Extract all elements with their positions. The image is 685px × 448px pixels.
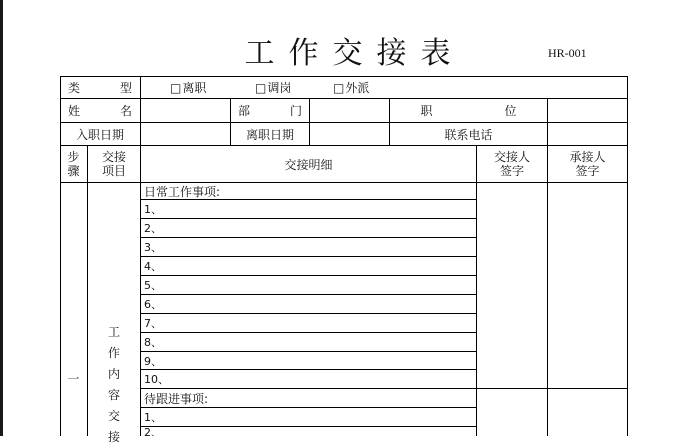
daily-item[interactable] <box>141 333 474 351</box>
daily-item-number: 1、 <box>144 203 162 216</box>
option-resign-label: 离职 <box>182 81 207 95</box>
pending-item[interactable] <box>141 408 474 426</box>
option-transfer[interactable] <box>255 77 325 98</box>
phone-label <box>390 123 547 145</box>
daily-item[interactable] <box>141 276 474 294</box>
step-number <box>60 366 87 390</box>
header-handover-sign-text: 交接人签字 <box>493 150 530 178</box>
position-label <box>390 99 547 122</box>
leave-date-label-text: 离职日期 <box>245 127 294 142</box>
handover-sign-field[interactable] <box>477 183 547 388</box>
daily-item-number: 10、 <box>144 373 169 386</box>
item-work-content-text: 工作内容交接 <box>107 325 120 444</box>
header-receiver-sign <box>548 146 627 182</box>
join-date-field[interactable] <box>141 123 230 145</box>
checkbox-icon[interactable]: □ <box>333 80 345 95</box>
option-resign[interactable] <box>170 77 240 98</box>
daily-item-number: 6、 <box>144 298 162 311</box>
join-date-label-text: 入职日期 <box>75 127 124 142</box>
position-field[interactable] <box>548 99 627 122</box>
daily-title <box>141 183 474 199</box>
daily-item[interactable] <box>141 238 474 256</box>
grid-line <box>476 388 628 389</box>
leave-date-label <box>231 123 309 145</box>
dept-label <box>231 99 317 122</box>
daily-item-number: 9、 <box>144 354 162 368</box>
daily-item-number: 7、 <box>144 317 162 330</box>
form-code: HR-001 <box>548 46 587 60</box>
dept-label-text: 部 门 <box>238 104 317 118</box>
daily-item[interactable] <box>141 257 474 275</box>
checkbox-icon[interactable]: □ <box>170 80 182 95</box>
pending-item-number: 2、 <box>144 427 162 436</box>
phone-label-text: 联系电话 <box>444 127 493 142</box>
daily-item-number: 8、 <box>144 336 162 349</box>
option-dispatch[interactable] <box>333 77 403 98</box>
pending-title <box>141 389 474 407</box>
pending-item-number: 1、 <box>144 411 162 424</box>
grid-line <box>627 76 628 436</box>
daily-item-number: 4、 <box>144 260 162 273</box>
header-step-text: 步骤 <box>67 150 80 178</box>
leave-date-field[interactable] <box>310 123 389 145</box>
checkbox-icon[interactable]: □ <box>255 80 267 95</box>
option-dispatch-label: 外派 <box>345 81 370 95</box>
daily-item[interactable] <box>141 370 474 388</box>
daily-item[interactable] <box>141 200 474 218</box>
header-detail <box>141 146 476 182</box>
position-label-text: 职 位 <box>420 104 547 118</box>
item-work-content <box>88 322 140 444</box>
daily-item[interactable] <box>141 295 474 313</box>
pending-title-text: 待跟进事项: <box>144 391 209 406</box>
daily-item-number: 5、 <box>144 279 162 292</box>
type-label-text: 类 型 <box>68 81 147 95</box>
daily-item[interactable] <box>141 352 474 369</box>
name-field[interactable] <box>141 99 230 122</box>
form-title: 工作交接表 <box>244 36 465 71</box>
header-receiver-sign-text: 承接人签字 <box>569 150 606 178</box>
daily-title-text: 日常工作事项: <box>144 184 221 199</box>
name-label <box>60 99 147 122</box>
daily-item[interactable] <box>141 314 474 332</box>
daily-item-number: 2、 <box>144 222 162 235</box>
dept-field[interactable] <box>310 99 389 122</box>
header-item-text: 交接项目 <box>101 150 126 178</box>
daily-item[interactable] <box>141 219 474 237</box>
phone-field[interactable] <box>548 123 627 145</box>
option-transfer-label: 调岗 <box>267 81 292 95</box>
step-number-text: 一 <box>67 371 80 386</box>
header-item <box>88 146 140 182</box>
name-label-text: 姓 名 <box>68 104 147 118</box>
pending-item[interactable] <box>141 427 474 436</box>
header-handover-sign <box>477 146 547 182</box>
join-date-label <box>60 123 140 145</box>
daily-item-number: 3、 <box>144 241 162 254</box>
header-step <box>60 146 87 182</box>
receiver-sign-field[interactable] <box>548 183 627 388</box>
type-label <box>60 77 147 98</box>
header-detail-text: 交接明细 <box>284 157 333 172</box>
